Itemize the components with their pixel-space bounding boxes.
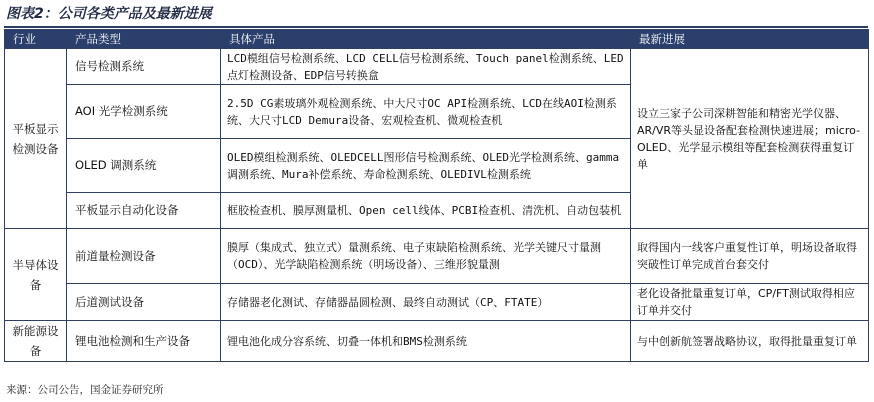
product-detail-cell: 框胶检查机、膜厚测量机、Open cell线体、PCBI检查机、清洗机、自动包装机 [221,193,631,229]
product-detail-cell: 2.5D CG素玻璃外观检测系统、中大尺寸OC API检测系统、LCD在线AOI检测系统、大尺寸LCD Demura设备、宏观检查机、微观检查机 [221,85,631,139]
table-header-row [5,30,869,49]
product-type-cell: 平板显示自动化设备 [67,193,221,229]
source-note: 来源：公司公告，国金证券研究所 [6,384,164,396]
table-row [5,321,869,362]
progress-cell-flat-panel: 设立三家子公司深耕智能和精密光学仪器、AR/VR等头显设备配套检测快速进展；micro-OLED、光学显示模组等配套检测获得重复订单 [631,49,869,229]
header-industry: 行业 [5,30,67,49]
product-detail-cell: OLED模组检测系统、OLEDCELL图形信号检测系统、OLED光学检测系统、gamma调测系统、Mura补偿系统、寿命检测系统、OLEDIVL检测系统 [221,139,631,193]
table-row [5,284,869,321]
product-type-cell: 信号检测系统 [67,49,221,85]
product-type-cell: 前道量检测设备 [67,229,221,284]
product-type-cell: 锂电池检测和生产设备 [67,321,221,362]
title-divider [4,26,868,28]
table-row [5,49,869,85]
products-table [4,29,869,362]
product-type-cell: AOI 光学检测系统 [67,85,221,139]
progress-cell: 与中创新航签署战略协议，取得批量重复订单 [631,321,869,362]
product-detail-cell: 锂电池化成分容系统、切叠一体机和BMS检测系统 [221,321,631,362]
header-latest-progress: 最新进展 [631,30,869,49]
product-type-cell: 后道测试设备 [67,284,221,321]
industry-cell-flat-panel: 平板显示检测设备 [5,49,67,229]
product-detail-cell: 膜厚（集成式、独立式）量测系统、电子束缺陷检测系统、光学关键尺寸量测（OCD）、光学缺陷检测系统（明场设备）、三维形貌量测 [221,229,631,284]
figure-title: 图表2：公司各类产品及最新进展 [6,6,212,22]
industry-cell-semiconductor: 半导体设备 [5,229,67,321]
product-detail-cell: LCD模组信号检测系统、LCD CELL信号检测系统、Touch panel检测系统、LED点灯检测设备、EDP信号转换盒 [221,49,631,85]
industry-cell-new-energy: 新能源设备 [5,321,67,362]
product-type-cell: OLED 调测系统 [67,139,221,193]
header-specific-products: 具体产品 [221,30,631,49]
progress-cell: 取得国内一线客户重复性订单，明场设备取得突破性订单完成首台套交付 [631,229,869,284]
product-detail-cell: 存储器老化测试、存储器晶圆检测、最终自动测试（CP、FTATE） [221,284,631,321]
progress-cell: 老化设备批量重复订单，CP/FT测试取得相应订单并交付 [631,284,869,321]
table-row [5,229,869,284]
header-product-type: 产品类型 [67,30,221,49]
